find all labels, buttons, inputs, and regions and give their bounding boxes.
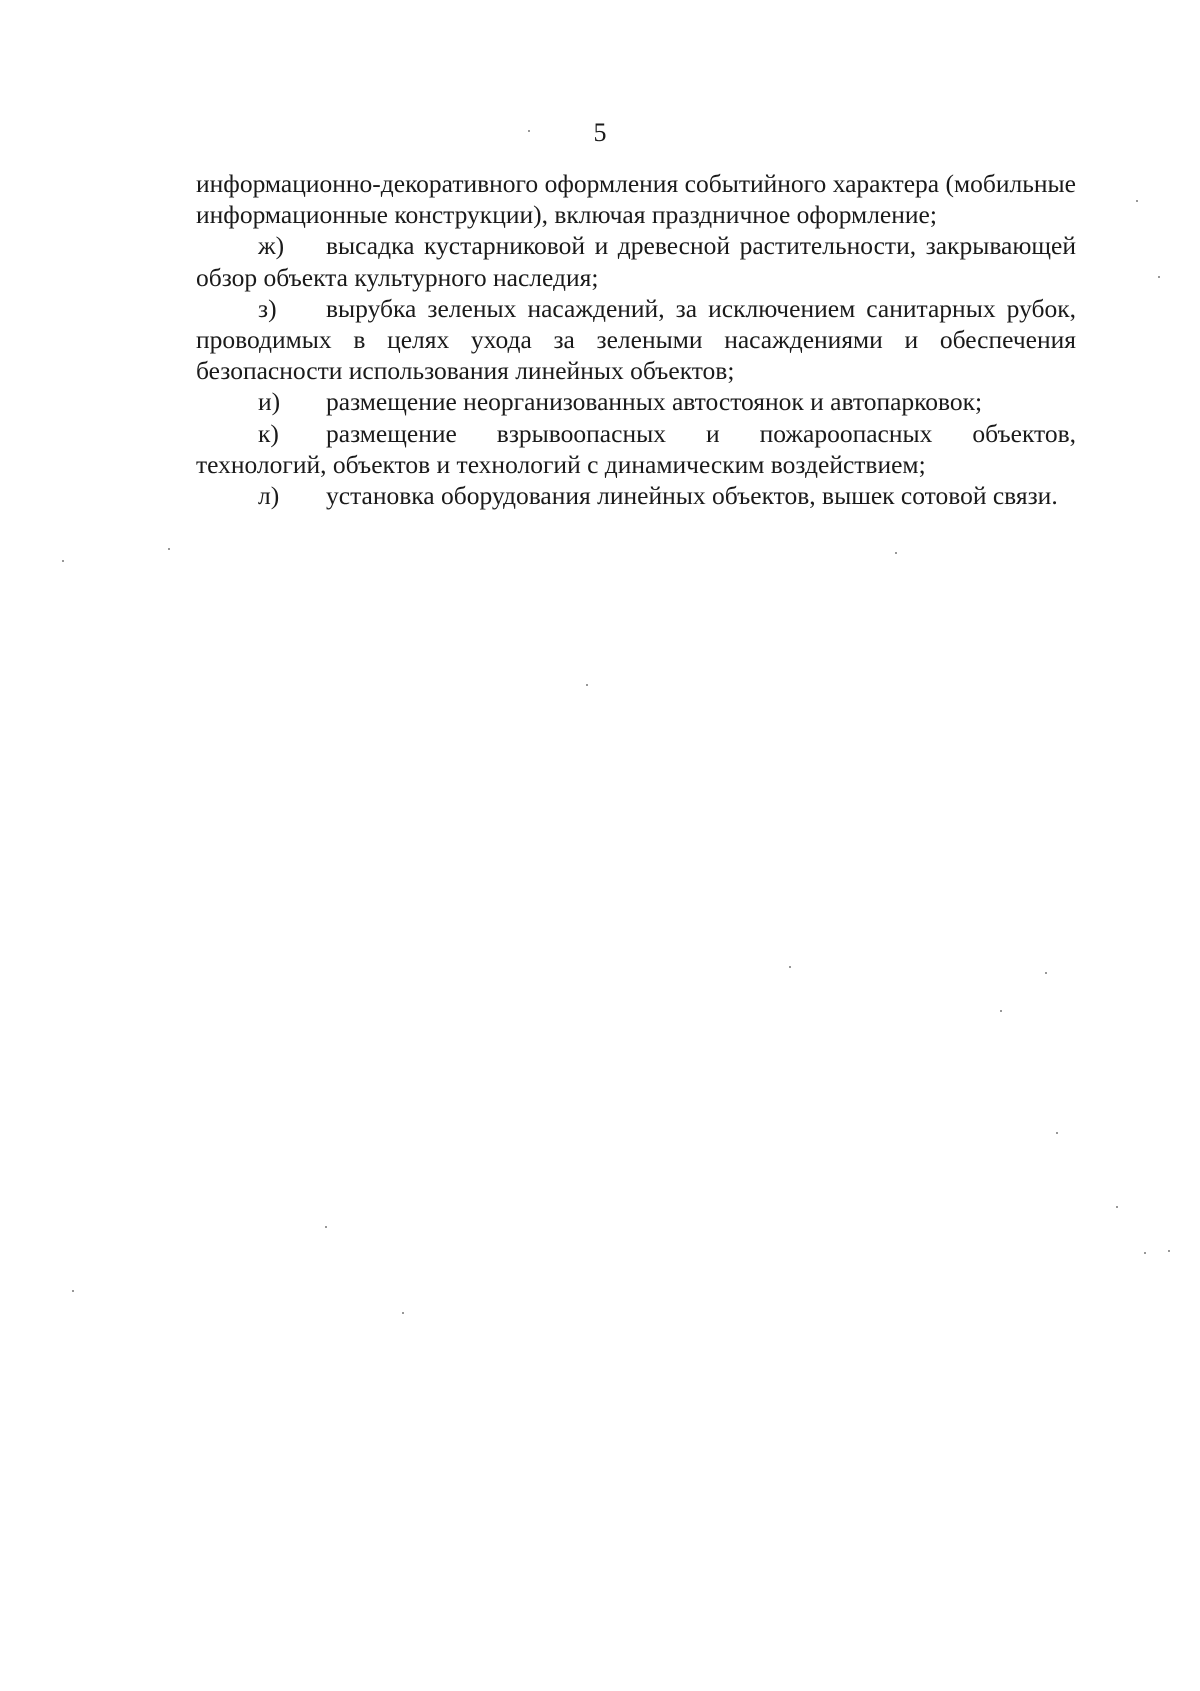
scan-speck (789, 966, 791, 968)
scan-speck (402, 1312, 404, 1314)
list-item-text: размещение взрывоопасных и пожароопасных объектов, технологий, объектов и технологий с динамическим воздействием; (196, 418, 1076, 479)
scan-speck (528, 130, 530, 132)
list-item-marker: к) (258, 418, 279, 448)
list-item-marker: ж) (258, 231, 285, 261)
scan-speck (1158, 276, 1160, 278)
list-item-text: установка оборудования линейных объектов, вышек сотовой связи. (326, 481, 1058, 511)
scan-speck (1116, 1206, 1118, 1208)
scan-speck (72, 1290, 74, 1292)
list-item (196, 386, 1076, 417)
scan-speck (1144, 1252, 1146, 1254)
paragraph-text: информационно-декоративного оформления событийного характера (мобильные информационные конструкции), включая праздничное оформление; (196, 169, 1076, 230)
list-item (196, 293, 1076, 387)
scan-speck (895, 552, 897, 554)
scan-speck (325, 1226, 327, 1228)
list-item (196, 230, 1076, 292)
list-item (196, 418, 1076, 480)
paragraph-continuation (196, 168, 1076, 230)
document-body (196, 168, 1076, 511)
list-item-marker: л) (258, 481, 280, 511)
scan-speck (168, 548, 170, 550)
scan-speck (1045, 972, 1047, 974)
scan-speck (586, 684, 588, 686)
scan-speck (1000, 1010, 1002, 1012)
list-item-marker: и) (258, 387, 281, 417)
page-number: 5 (593, 118, 607, 147)
list-item-text: высадка кустарниковой и древесной растительности, закрывающей обзор объекта культурного наследия; (196, 231, 1076, 292)
scan-speck (62, 560, 64, 562)
list-item-text: вырубка зеленых насаждений, за исключением санитарных рубок, проводимых в целях ухода за зелеными насаждениями и обеспечения безопасности использования линейных объектов; (196, 293, 1076, 386)
scan-speck (1056, 1132, 1058, 1134)
list-item-marker: з) (258, 293, 277, 323)
list-item (196, 480, 1076, 511)
scan-speck (1168, 1250, 1170, 1252)
scan-speck (1136, 200, 1138, 202)
list-item-text: размещение неорганизованных автостоянок и автопарковок; (326, 387, 983, 417)
